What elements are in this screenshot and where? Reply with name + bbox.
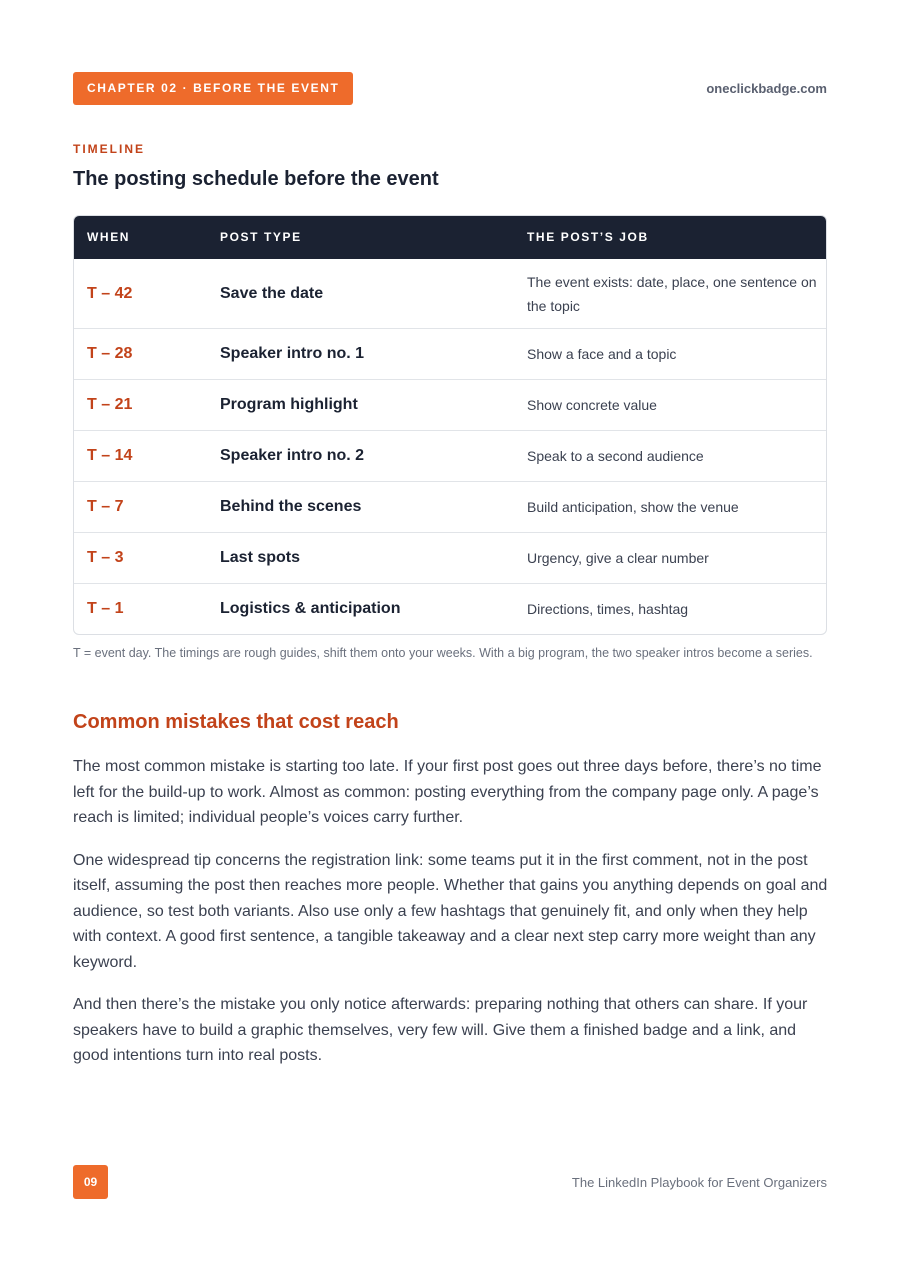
row-when: T – 7 bbox=[87, 498, 124, 515]
table-row bbox=[74, 379, 826, 430]
footer-book-title: The LinkedIn Playbook for Event Organizers bbox=[571, 1175, 827, 1190]
header-post-type: POST TYPE bbox=[220, 230, 302, 244]
row-when: T – 42 bbox=[87, 284, 133, 302]
table-header bbox=[74, 216, 826, 259]
table-row bbox=[74, 430, 826, 481]
row-post-type: Program highlight bbox=[220, 396, 358, 413]
row-post-type: Speaker intro no. 2 bbox=[220, 447, 365, 464]
table-row bbox=[74, 583, 826, 634]
table-row bbox=[74, 328, 826, 379]
row-when: T – 14 bbox=[87, 447, 133, 464]
row-posts-job: Directions, times, hashtag bbox=[527, 601, 689, 617]
row-post-type: Speaker intro no. 1 bbox=[220, 345, 365, 362]
header-posts-job: THE POST’S JOB bbox=[527, 230, 649, 244]
row-posts-job: Speak to a second audience bbox=[527, 448, 704, 464]
body-paragraph: The most common mistake is starting too late. If your first post goes out three days before, there’s no time left for the build-up to work. Almost as common: posting everything from the company page only. A page’s reach is limited; individual people’s voices carry further. bbox=[73, 758, 822, 826]
body-paragraph: One widespread tip concerns the registration link: some teams put it in the first comment, not in the post itself, assuming the post then reaches more people. Whether that gains you anything depends on goal and audience, so test both variants. Also use only a few hashtags that genuinely fit, and only when they help with context. A good first sentence, a tangible takeaway and a clear next step carry more weight than any keyword. bbox=[73, 851, 828, 971]
table-body bbox=[74, 259, 826, 634]
row-when: T – 28 bbox=[87, 345, 133, 362]
row-when: T – 21 bbox=[87, 396, 133, 413]
page-number-badge: 09 bbox=[73, 1165, 108, 1199]
header-when: WHEN bbox=[87, 230, 131, 244]
row-posts-job: The event exists: date, place, one sentence on the topic bbox=[527, 273, 817, 314]
row-posts-job: Build anticipation, show the venue bbox=[527, 499, 739, 515]
table-footnote: T = event day. The timings are rough guides, shift them onto your weeks. With a big program, the two speaker intros become a series. bbox=[73, 646, 813, 660]
row-posts-job: Urgency, give a clear number bbox=[527, 550, 709, 566]
section-eyebrow: TIMELINE bbox=[73, 142, 145, 156]
mistakes-body bbox=[73, 754, 829, 1086]
chapter-badge: CHAPTER 02 · BEFORE THE EVENT bbox=[73, 72, 353, 105]
table-row bbox=[74, 481, 826, 532]
table-row bbox=[74, 532, 826, 583]
table-row bbox=[74, 259, 826, 328]
section-title: The posting schedule before the event bbox=[73, 168, 439, 190]
posting-schedule-table bbox=[73, 215, 827, 635]
body-paragraph: And then there’s the mistake you only notice afterwards: preparing nothing that others can share. If your speakers have to build a graphic themselves, very few will. Give them a finished badge and a link, and good intentions turn into real posts. bbox=[73, 996, 808, 1064]
site-url: oneclickbadge.com bbox=[706, 81, 827, 96]
row-when: T – 3 bbox=[87, 549, 124, 566]
row-post-type: Last spots bbox=[220, 549, 301, 566]
row-post-type: Save the date bbox=[220, 284, 324, 302]
row-post-type: Behind the scenes bbox=[220, 498, 362, 515]
row-posts-job: Show a face and a topic bbox=[527, 346, 677, 362]
row-posts-job: Show concrete value bbox=[527, 397, 657, 413]
mistakes-heading: Common mistakes that cost reach bbox=[73, 711, 399, 733]
row-when: T – 1 bbox=[87, 600, 124, 617]
row-post-type: Logistics & anticipation bbox=[220, 600, 401, 617]
